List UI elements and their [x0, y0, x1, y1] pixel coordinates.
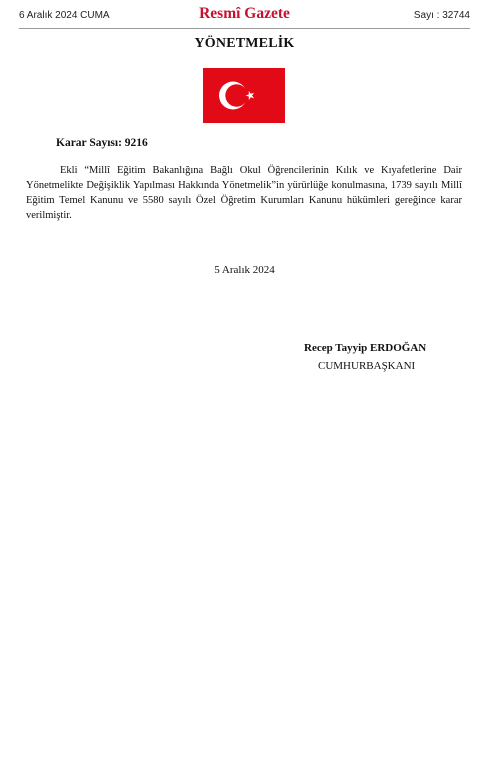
- issue-number: Sayı : 32744: [413, 10, 470, 21]
- header-date: 6 Aralık 2024 CUMA: [19, 10, 110, 21]
- decision-number: Karar Sayısı: 9216: [56, 137, 148, 149]
- page-title: YÖNETMELİK: [194, 36, 295, 51]
- signatory-name: Recep Tayyip ERDOĞAN: [304, 342, 427, 354]
- gazette-header: [19, 4, 470, 29]
- gazette-name: Resmî Gazete: [199, 5, 290, 22]
- decision-date: 5 Aralık 2024: [214, 264, 275, 276]
- turkish-flag-icon: [203, 68, 285, 123]
- decision-body: Ekli “Millî Eğitim Bakanlığına Bağlı Okul Öğrencilerinin Kılık ve Kıyafetlerine Dair Yönetmelikte Değişiklik Yapılması Hakkında Yönetmelik”in yürürlüğe konulmasına, 1739 sayılı Millî Eğitim Temel Kanunu ve 5580 sayılı Özel Öğretim Kurumları Kanunu hükümleri gereğince karar verilmiştir.: [26, 165, 462, 221]
- signatory-title: CUMHURBAŞKANI: [318, 360, 416, 372]
